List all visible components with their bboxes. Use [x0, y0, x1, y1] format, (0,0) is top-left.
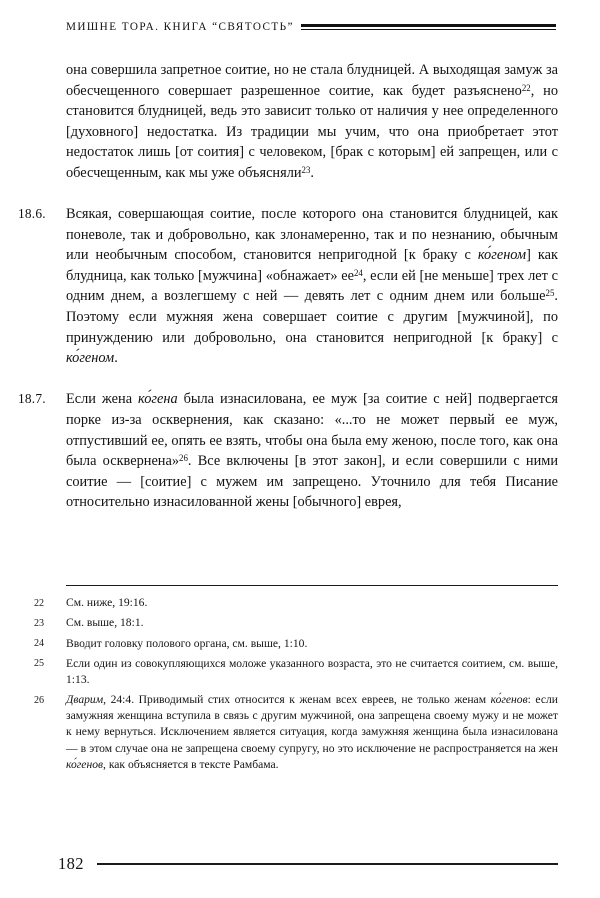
footnote-26-text-3: , как объясняется в тексте Рамбама.	[103, 757, 279, 771]
footnote-22-text: См. ниже, 19:16.	[66, 596, 148, 609]
footnote-24-text: Вводит головку полового органа, см. выше, 1:10.	[66, 636, 308, 650]
s186-italic-kohen-1: ко́геном	[477, 247, 527, 264]
footnote-23-number: 23	[34, 617, 45, 629]
footnote-22	[34, 595, 558, 611]
lead-text-1: она совершила запретное соитие, но не стала блудницей. А выходящая замуж за обесчещенного совершает разрешенное соитие, как будет разъяснено	[66, 62, 558, 99]
footnote-25-text: Если один из совокупляющихся моложе указанного возраста, это не считается соитием, см. выше, 1:13.	[66, 656, 558, 686]
footnotes-area	[34, 585, 558, 777]
footnote-24-number: 24	[34, 638, 45, 650]
footnote-23-text: См. выше, 18:1.	[66, 616, 144, 630]
footnote-26	[34, 692, 558, 772]
s187-italic-kohen-1: ко́гена	[138, 391, 178, 408]
footnote-26-italic-dvarim: Дварим	[66, 693, 104, 707]
s187-text-3: . Все включены [в этот закон], и если совершили с ними соитие — [соитие] с мужем им запрещено. Уточнило для тебя Писание относительно изнасилованной жены [обычного] еврея,	[66, 453, 558, 511]
folio	[58, 854, 558, 874]
section-number-18-6: 18.6.	[18, 206, 46, 222]
lead-paragraph	[66, 60, 558, 184]
footnote-ref-24[interactable]: 24	[353, 267, 363, 278]
s186-text-2: ] как блудница, как только [мужчина] «обнажает» ее	[66, 247, 558, 284]
footnote-24	[34, 636, 558, 652]
s186-text-1: Всякая, совершающая соитие, после которого она становится блудницей, как поневоле, так и добровольно, как злонамеренно, так и по незнанию, обычным или необычным способом, становится непригодной [к браку с	[66, 206, 558, 264]
s186-text-5: .	[114, 350, 118, 367]
folio-rule	[97, 863, 558, 864]
footnote-ref-23[interactable]: 23	[301, 164, 311, 175]
footnote-list	[34, 585, 558, 773]
s187-text-2: была изнасилована, ее муж [за соитие с ней] подвергается порке из-за осквернения, как сказано: «...то не может первый ее муж, отпустивший ее, опять ее взять, чтобы она была ему женою, после того, как она была осквернена»	[66, 391, 559, 470]
lead-text-3: .	[310, 164, 315, 181]
section-18-7	[18, 389, 558, 513]
footnote-separator-rule	[66, 585, 558, 586]
text-block	[18, 60, 558, 527]
section-number-18-7: 18.7.	[18, 391, 46, 407]
s187-text-1: Если жена	[66, 391, 139, 408]
section-18-6-body	[66, 204, 558, 369]
lead-text-2: , но становится блудницей, ведь это зависит только от наличия у нее определенного [духовного] недостатка. Из традиции мы учим, что она приобретает этот недостаток лишь [от соития] с человеком, [брак с которым] ей запрещен, или с обесчещенным, как мы уже объясняли	[66, 82, 558, 181]
footnote-25-number: 25	[34, 658, 45, 670]
s186-text-4: . Поэтому если мужняя жена совершает соитие с другим [мужчиной], по принуждению или добровольно, она становится непригодной [к браку] с	[66, 288, 558, 346]
footnote-26-number: 26	[34, 694, 45, 706]
footnote-ref-22[interactable]: 22	[521, 82, 531, 93]
footnote-ref-26[interactable]: 26	[179, 453, 188, 464]
footnote-26-italic-kohen-1: ко́генов	[490, 693, 528, 707]
footnote-26-italic-kohen-2: ко́генов	[66, 757, 104, 771]
footnote-22-number: 22	[34, 597, 45, 609]
running-head	[66, 21, 556, 33]
section-18-7-body	[66, 389, 558, 513]
footnote-23	[34, 615, 558, 631]
running-head-rule	[301, 24, 556, 31]
section-18-6	[18, 204, 558, 369]
footnote-26-text-1: , 24:4. Приводимый стих относится к женам всех евреев, не только женам	[103, 693, 491, 707]
footnote-25	[34, 656, 558, 688]
page-number: 182	[58, 854, 84, 873]
s186-text-3: , если ей [не меньше] трех лет с одним днем, а возлегшему с ней — девять лет с одним днем или больше	[66, 267, 558, 305]
s186-italic-kohen-2: ко́геном	[66, 350, 115, 367]
footnote-26-text-2: : если замужняя женщина вступила в связь с другим мужчиной, она запрещена своему мужу и не может к нему вернуться. Исключением является ситуация, когда замужняя женщина была изнасилована — в этом случае она не запрещена своему супругу, но это исключение не распространяется на жен	[66, 693, 558, 755]
running-head-title: МИШНЕ ТОРА. КНИГА “СВЯТОСТЬ”	[66, 21, 294, 33]
footnote-ref-25[interactable]: 25	[545, 288, 555, 299]
